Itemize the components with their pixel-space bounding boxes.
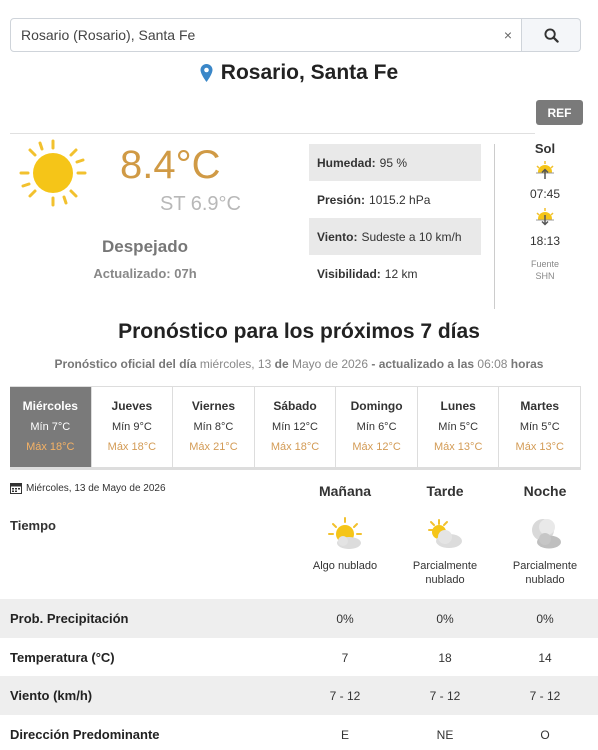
day-min: Mín 9°C xyxy=(111,421,152,433)
day-name: Martes xyxy=(520,399,560,413)
detail-label: Presión: xyxy=(317,192,366,207)
calendar-icon xyxy=(10,482,22,494)
weather-label: Parcialmente xyxy=(412,560,478,572)
forecast-sub-text: horas xyxy=(510,357,544,371)
divider xyxy=(10,133,535,134)
day-name: Lunes xyxy=(440,399,476,413)
detail-date xyxy=(10,482,166,494)
sunset-icon xyxy=(534,207,556,227)
day-max: Máx 18°C xyxy=(107,441,157,453)
day-tab-miercoles[interactable] xyxy=(10,387,92,467)
detail-value: 95 % xyxy=(379,155,408,170)
sunrise-time: 07:45 xyxy=(529,187,561,201)
detail-pressure xyxy=(309,181,481,218)
row-value: 0% xyxy=(336,611,354,626)
search-icon xyxy=(544,28,559,43)
day-max: Máx 13°C xyxy=(515,441,564,453)
weather-label-2: nublado xyxy=(525,574,565,586)
day-tabs xyxy=(10,386,581,470)
row-value: 18 xyxy=(438,650,452,665)
detail-label: Viento: xyxy=(317,229,358,244)
row-value: NE xyxy=(436,727,454,742)
weather-night xyxy=(500,516,590,587)
weather-morning xyxy=(300,516,390,573)
detail-value: Sudeste a 10 km/h xyxy=(361,229,462,244)
row-value: 7 - 12 xyxy=(429,688,461,703)
detail-visibility xyxy=(309,255,481,292)
sun-icon xyxy=(18,138,88,208)
forecast-sub-text: Pronóstico oficial del día xyxy=(54,357,197,371)
day-tab-lunes[interactable] xyxy=(418,387,500,467)
day-max: Máx 12°C xyxy=(352,441,401,453)
forecast-sub-date: Mayo de 2026 xyxy=(291,357,369,371)
forecast-title: Pronóstico para los próximos 7 días xyxy=(118,320,480,343)
search-input[interactable] xyxy=(10,18,522,52)
search-input-value[interactable]: Rosario (Rosario), Santa Fe xyxy=(21,27,196,43)
location-name: Rosario, Santa Fe xyxy=(220,61,399,84)
day-tab-viernes[interactable] xyxy=(173,387,255,467)
detail-humidity xyxy=(309,144,481,181)
day-tab-martes[interactable] xyxy=(499,387,581,467)
row-value: 7 - 12 xyxy=(529,688,561,703)
table-row-direction xyxy=(0,715,598,750)
day-tab-jueves[interactable] xyxy=(92,387,174,467)
current-condition: Despejado xyxy=(102,237,188,256)
detail-date-text: Miércoles, 13 de Mayo de 2026 xyxy=(26,482,166,494)
updated-time: Actualizado: 07h xyxy=(93,266,197,281)
search-button[interactable] xyxy=(522,18,581,52)
row-label: Dirección Predominante xyxy=(10,727,160,742)
row-value: E xyxy=(340,727,349,742)
feels-like: ST 6.9°C xyxy=(160,193,241,215)
day-max: Máx 21°C xyxy=(189,441,238,453)
row-value: 0% xyxy=(536,611,554,626)
weather-label-2: nublado xyxy=(425,574,465,586)
weather-label: Parcialmente xyxy=(512,560,578,572)
day-min: Mín 5°C xyxy=(438,421,479,433)
weather-label: Algo nublado xyxy=(312,560,378,572)
row-value: 7 - 12 xyxy=(329,688,361,703)
day-name: Domingo xyxy=(350,399,403,413)
day-max: Máx 13°C xyxy=(433,441,483,453)
day-name: Viernes xyxy=(191,399,236,413)
day-name: Sábado xyxy=(273,399,317,413)
ref-button[interactable]: REF xyxy=(536,100,583,125)
source-name: SHN xyxy=(535,271,555,281)
detail-label: Visibilidad: xyxy=(317,266,381,281)
sun-panel xyxy=(510,141,580,282)
col-manana: Mañana xyxy=(318,483,372,499)
location-title xyxy=(0,61,598,85)
source-label: Fuente xyxy=(530,259,560,269)
partly-cloudy-sun-icon xyxy=(325,516,365,552)
day-name: Miércoles xyxy=(22,399,78,413)
forecast-sub-text: - actualizado a las xyxy=(371,357,475,371)
row-label: Temperatura (°C) xyxy=(10,650,115,665)
row-value: 0% xyxy=(436,611,454,626)
sun-title: Sol xyxy=(534,141,556,156)
table-row-temp xyxy=(0,638,598,677)
row-label: Prob. Precipitación xyxy=(10,611,129,626)
day-max: Máx 18°C xyxy=(26,441,75,453)
map-pin-icon xyxy=(200,64,213,82)
partly-cloudy-icon xyxy=(425,516,465,552)
detail-value: 1015.2 hPa xyxy=(369,192,431,207)
day-min: Mín 6°C xyxy=(356,421,397,433)
col-noche: Noche xyxy=(523,483,567,499)
sunset-time: 18:13 xyxy=(529,234,561,248)
day-tab-sabado[interactable] xyxy=(255,387,337,467)
table-row-precip xyxy=(0,599,598,638)
row-value: 14 xyxy=(538,650,552,665)
forecast-sub-text: de xyxy=(274,357,289,371)
day-min: Mín 12°C xyxy=(272,421,319,433)
details-table xyxy=(309,144,481,292)
clear-icon[interactable]: × xyxy=(503,27,513,43)
day-name: Jueves xyxy=(111,399,153,413)
day-min: Mín 8°C xyxy=(193,421,234,433)
table-row-wind xyxy=(0,676,598,715)
col-tarde: Tarde xyxy=(426,483,464,499)
day-max: Máx 18°C xyxy=(270,441,320,453)
row-label: Viento (km/h) xyxy=(10,688,93,703)
detail-value: 12 km xyxy=(384,266,418,281)
tiempo-label: Tiempo xyxy=(10,518,56,533)
forecast-subtitle xyxy=(0,357,598,371)
forecast-sub-time: 06:08 xyxy=(477,357,508,371)
forecast-sub-date: miércoles, 13 xyxy=(199,357,272,371)
source xyxy=(510,258,580,282)
detail-wind xyxy=(309,218,481,255)
day-tab-domingo[interactable] xyxy=(336,387,418,467)
row-value: O xyxy=(540,727,550,742)
day-min: Mín 7°C xyxy=(30,421,71,433)
day-min: Mín 5°C xyxy=(519,421,560,433)
search-bar xyxy=(10,18,581,52)
vertical-divider xyxy=(494,144,495,309)
sunrise-icon xyxy=(534,160,556,180)
current-temperature: 8.4°C xyxy=(120,143,221,187)
detail-label: Humedad: xyxy=(317,155,376,170)
row-value: 7 xyxy=(341,650,349,665)
partly-cloudy-night-icon xyxy=(525,516,565,552)
weather-afternoon xyxy=(400,516,490,587)
